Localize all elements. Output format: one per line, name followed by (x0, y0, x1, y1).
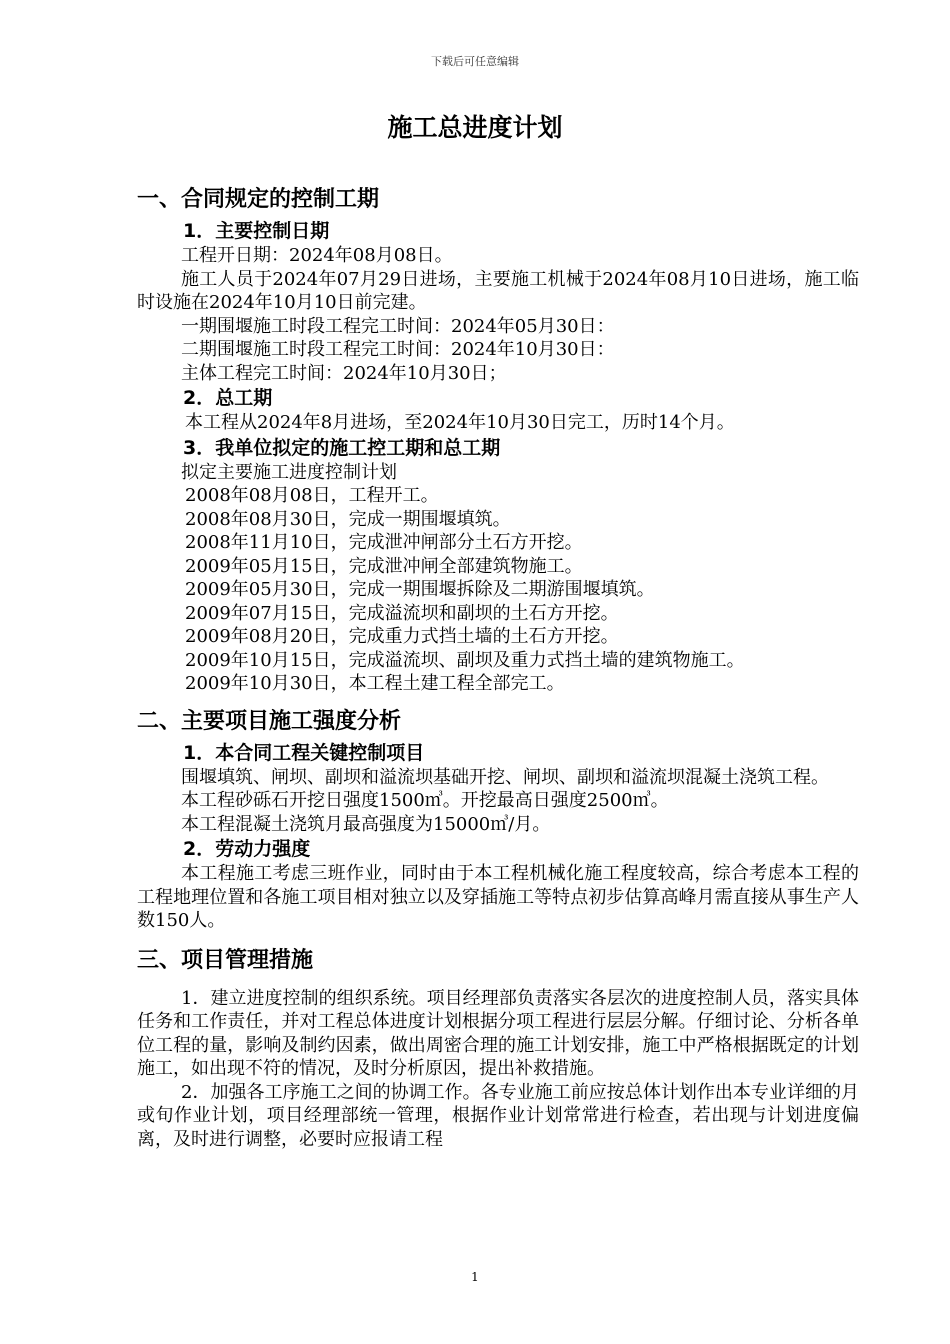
schedule-item: 2008年11月10日，完成泄冲闸部分土石方开挖。 (185, 532, 583, 553)
section-2-1-heading: 1．本合同工程关键控制项目 (183, 741, 425, 764)
page-header: 下载后可任意编辑 (431, 55, 519, 68)
schedule-item: 2009年10月30日，本工程土建工程全部完工。 (185, 673, 565, 694)
paragraph: 二期围堰施工时段工程完工时间：2024年10月30日： (181, 339, 615, 360)
section-2-heading: 二、主要项目施工强度分析 (137, 708, 402, 734)
paragraph: 主体工程完工时间：2024年10月30日； (181, 362, 507, 384)
paragraph: 本工程砂砾石开挖日强度1500㎥。开挖最高日强度2500㎥。 (181, 790, 669, 811)
section-1-3-heading: 3．我单位拟定的施工控工期和总工期 (183, 436, 501, 459)
section-1-1-heading: 1．主要控制日期 (183, 220, 330, 242)
paragraph: 本工程从2024年8月进场，至2024年10月30日完工，历时14个月。 (185, 412, 735, 433)
schedule-item: 2009年10月15日，完成溢流坝、副坝及重力式挡土墙的建筑物施工。 (185, 649, 745, 671)
paragraph: 本工程施工考虑三班作业，同时由于本工程机械化施工程度较高，综合考虑本工程的工程地理位置和各施工项目相对独立以及穿插施工等特点初步估算高峰月需直接从事生产人数150人。 (137, 863, 859, 931)
paragraph: 施工人员于2024年07月29日进场，主要施工机械于2024年08月10日进场，施工临时设施在2024年10月10日前完建。 (137, 268, 859, 313)
schedule-item: 2008年08月08日，工程开工。 (185, 485, 439, 506)
schedule-item: 2009年07月15日，完成溢流坝和副坝的土石方开挖。 (185, 602, 619, 624)
schedule-item: 2009年05月15日，完成泄冲闸全部建筑物施工。 (185, 555, 583, 577)
section-1-2-heading: 2．总工期 (183, 387, 273, 409)
paragraph: 一期围堰施工时段工程完工时间：2024年05月30日： (181, 315, 615, 337)
schedule-item: 2009年05月30日，完成一期围堰拆除及二期游围堰填筑。 (185, 579, 655, 600)
paragraph: 1．建立进度控制的组织系统。项目经理部负责落实各层次的进度控制人员，落实具体任务和工作责任，并对工程总体进度计划根据分项工程进行层层分解。仔细讨论、分析各单位工程的量，影响及制约因素，做出周密合理的施工计划安排，施工中严格根据既定的计划施工，如出现不符的情况，及时分析原因，提出补救措施。 (137, 987, 859, 1079)
paragraph: 本工程混凝土浇筑月最高强度为15000㎥/月。 (181, 813, 551, 835)
paragraph: 围堰填筑、闸坝、副坝和溢流坝基础开挖、闸坝、副坝和溢流坝混凝土浇筑工程。 (181, 766, 829, 788)
schedule-item: 2009年08月20日，完成重力式挡土墙的土石方开挖。 (185, 626, 619, 647)
document-title: 施工总进度计划 (387, 113, 563, 142)
section-1-heading: 一、合同规定的控制工期 (137, 187, 380, 212)
paragraph: 2．加强各工序施工之间的协调工作。各专业施工前应按总体计划作出本专业详细的月或旬作业计划，项目经理部统一管理，根据作业计划常常进行检查，若出现与计划进度偏离，及时进行调整，必要时应报请工程 (137, 1081, 859, 1150)
schedule-item: 2008年08月30日，完成一期围堰填筑。 (185, 508, 511, 530)
paragraph: 工程开日期：2024年08月08日。 (181, 245, 453, 266)
section-2-2-heading: 2．劳动力强度 (183, 838, 311, 860)
section-3-heading: 三、项目管理措施 (137, 947, 314, 973)
document-body (137, 182, 859, 1151)
paragraph: 拟定主要施工进度控制计划 (181, 461, 397, 483)
page-number: 1 (471, 1270, 479, 1284)
